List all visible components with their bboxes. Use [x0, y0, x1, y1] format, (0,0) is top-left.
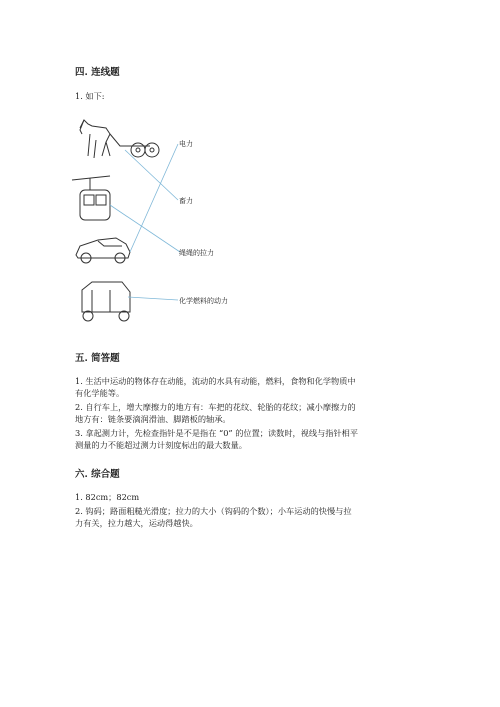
car-image — [76, 238, 130, 263]
section-5-line: 2. 自行车上，增大摩擦力的地方有：车把的花纹、轮胎的花纹；减小摩擦力的 — [75, 402, 356, 412]
section-4-heading: 四. 连线题 — [75, 67, 120, 78]
section-5-line: 3. 拿起测力计，先检查指针是不是指在 “0” 的位置；读数时，视线与指针相平 — [75, 428, 359, 438]
section-5-line: 地方有：链条要滴润滑油、脚踏板的轴承。 — [75, 414, 231, 424]
section-4-item-1: 1. 如下: — [75, 91, 105, 101]
section-6-heading: 六. 综合题 — [75, 469, 120, 480]
section-5-line: 1. 生活中运动的物体存在动能，流动的水具有动能，燃料，食物和化学物质中 — [75, 376, 356, 386]
horse-cart-image — [80, 120, 159, 158]
section-6-line: 2. 钩码；路面粗糙光滑度；拉力的大小（钩码的个数）；小车运动的快慢与拉 — [75, 506, 352, 516]
label-electric-power: 电力 — [179, 140, 193, 148]
matching-diagram — [0, 0, 500, 340]
section-6-line: 1. 82cm；82cm — [75, 492, 140, 502]
label-chemical-fuel: 化学燃料的动力 — [179, 297, 228, 305]
section-6-line: 力有关，拉力越大，运动得越快。 — [75, 518, 198, 528]
cable-car-image — [72, 176, 110, 220]
matching-lines — [110, 144, 180, 300]
label-rope-pull: 绳绳的拉力 — [179, 249, 214, 257]
section-5-line: 测量的力不能超过测力计刻度标出的最大数量。 — [75, 440, 247, 450]
label-animal-power: 畜力 — [179, 197, 193, 205]
section-5-heading: 五. 简答题 — [75, 353, 120, 364]
tricycle-image — [82, 282, 130, 321]
section-5-line: 有化学能等。 — [75, 388, 125, 398]
